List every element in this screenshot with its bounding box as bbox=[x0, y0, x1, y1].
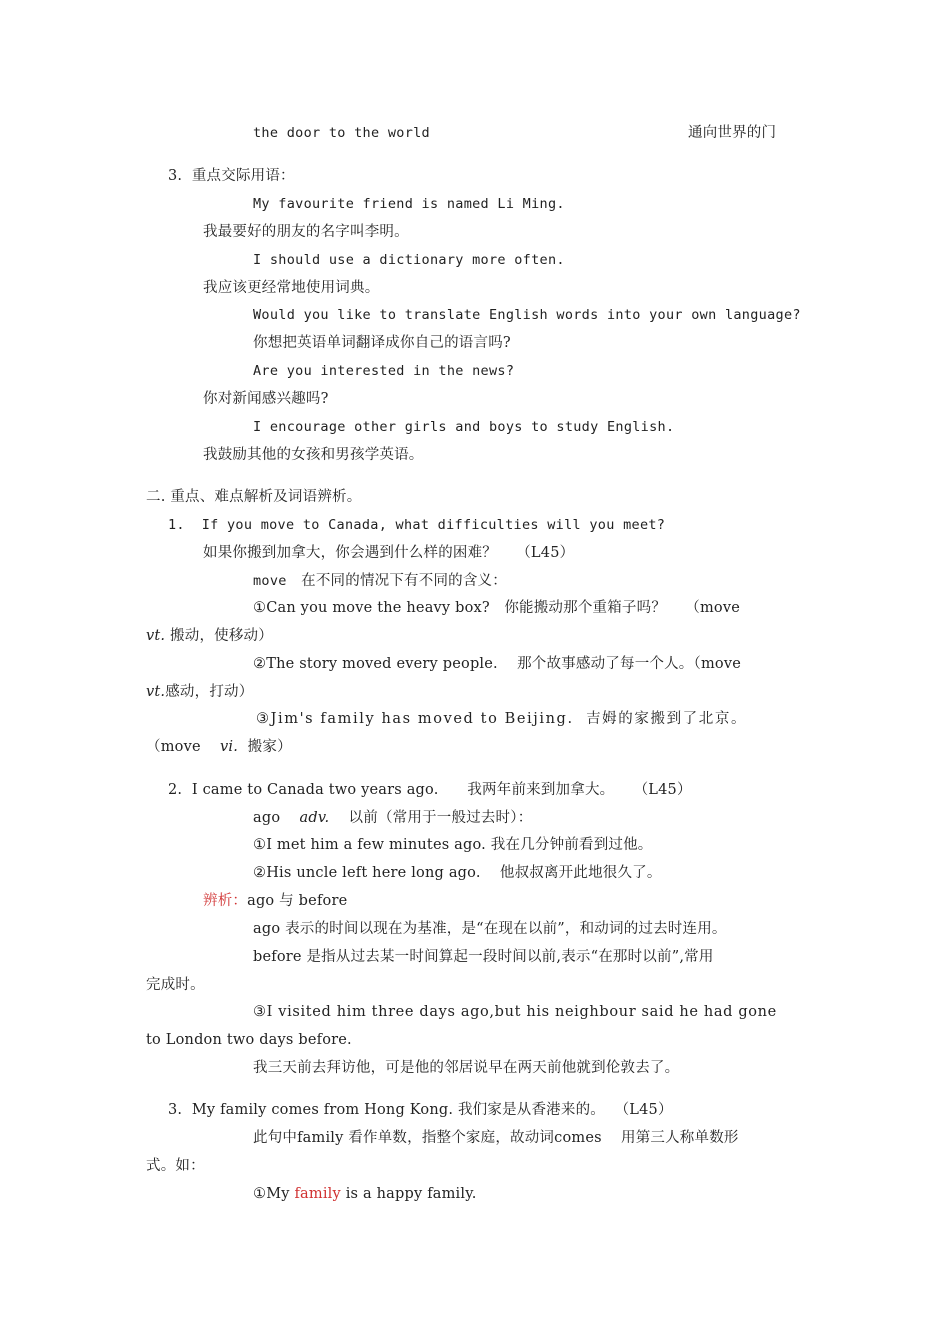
family-explanation: 此句中family 看作单数，指整个家庭，故动词comes 用第三人称单数形 bbox=[253, 1130, 739, 1146]
ago-definition bbox=[253, 808, 532, 828]
comparison-row bbox=[203, 891, 347, 911]
before-explanation: before 是指从过去某一时间算起一段时间以前,表示“在那时以前”,常用 bbox=[253, 949, 714, 965]
example-prefix: ①My bbox=[253, 1186, 295, 1202]
item-1-question: 1. If you move to Canada, what difficulties will you meet? bbox=[168, 517, 666, 533]
move-example-1-note bbox=[146, 626, 273, 646]
sentence-en: My favourite friend is named Li Ming. bbox=[253, 196, 565, 212]
sentence-zh: 你想把英语单词翻译成你自己的语言吗? bbox=[253, 335, 511, 351]
sentence-zh: 我鼓励其他的女孩和男孩学英语。 bbox=[203, 447, 424, 463]
sentence-en: Are you interested in the news? bbox=[253, 363, 515, 379]
phrase-chinese: 通向世界的门 bbox=[688, 125, 777, 141]
move-example-1: ①Can you move the heavy box? 你能搬动那个重箱子吗？ （move bbox=[253, 600, 741, 616]
phrase-english: the door to the world bbox=[253, 125, 430, 141]
pos-meaning: 搬动，使移动） bbox=[165, 628, 273, 644]
ago-explanation: ago 表示的时间以现在为基准，是“在现在以前”，和动词的过去时连用。 bbox=[253, 921, 727, 937]
sentence-zh: 我最要好的朋友的名字叫李明。 bbox=[203, 224, 409, 240]
family-example-1 bbox=[253, 1184, 477, 1204]
move-example-2: ②The story moved every people. 那个故事感动了每一个人。（move bbox=[253, 656, 741, 672]
move-definition bbox=[253, 571, 507, 591]
keyword-ago: ago bbox=[253, 810, 300, 826]
highlighted-word: family bbox=[294, 1186, 341, 1202]
move-meaning: 在不同的情况下有不同的含义： bbox=[286, 573, 507, 589]
ago-example-3-translation: 我三天前去拜访他，可是他的邻居说早在两天前他就到伦敦去了。 bbox=[253, 1060, 680, 1076]
sentence-zh: 我应该更经常地使用词典。 bbox=[203, 280, 380, 296]
sentence-zh: 你对新闻感兴趣吗? bbox=[203, 391, 329, 407]
sentence-en: Would you like to translate English words into your own language? bbox=[253, 307, 801, 323]
part-two-heading: 二. 重点、难点解析及词语辨析。 bbox=[146, 489, 362, 505]
move-example-2-note bbox=[146, 682, 253, 702]
keyword-move: move bbox=[253, 573, 287, 589]
pos-prefix: （move bbox=[146, 739, 220, 755]
pos-meaning: 搬家） bbox=[238, 739, 292, 755]
move-example-3: ③Jim's family has moved to Beijing. 吉姆的家搬到了北京。 bbox=[256, 711, 748, 727]
comparison-topic: ago 与 before bbox=[247, 893, 348, 909]
pos-label: vi. bbox=[220, 739, 239, 755]
before-explanation-cont: 完成时。 bbox=[146, 977, 205, 993]
family-explanation-cont: 式。如： bbox=[146, 1158, 205, 1174]
ago-meaning: 以前（常用于一般过去时）： bbox=[329, 810, 533, 826]
comparison-label: 辨析： bbox=[203, 893, 248, 909]
item-1-translation: 如果你搬到加拿大，你会遇到什么样的困难？ （L45） bbox=[203, 545, 575, 561]
pos-label: adv. bbox=[299, 810, 330, 826]
pos-label: vt. bbox=[146, 684, 166, 700]
ago-example-1: ①I met him a few minutes ago. 我在几分钟前看到过他。 bbox=[253, 837, 653, 853]
item-2-question: 2. I came to Canada two years ago. 我两年前来到加拿大。 （L45） bbox=[168, 782, 692, 798]
move-example-3-note bbox=[146, 737, 292, 757]
sentence-en: I should use a dictionary more often. bbox=[253, 252, 565, 268]
ago-example-2: ②His uncle left here long ago. 他叔叔离开此地很久了。 bbox=[253, 865, 662, 881]
ago-example-3: ③I visited him three days ago,but his neighbour said he had gone bbox=[253, 1004, 777, 1020]
sentence-en: I encourage other girls and boys to study English. bbox=[253, 419, 675, 435]
section-heading-communication: 3. 重点交际用语： bbox=[168, 168, 295, 184]
pos-meaning: 感动，打动） bbox=[165, 684, 254, 700]
pos-label: vt. bbox=[146, 628, 166, 644]
ago-example-3-cont: to London two days before. bbox=[146, 1032, 352, 1048]
example-suffix: is a happy family. bbox=[340, 1186, 477, 1202]
item-3-question: 3. My family comes from Hong Kong. 我们家是从香港来的。 （L45） bbox=[168, 1102, 673, 1118]
